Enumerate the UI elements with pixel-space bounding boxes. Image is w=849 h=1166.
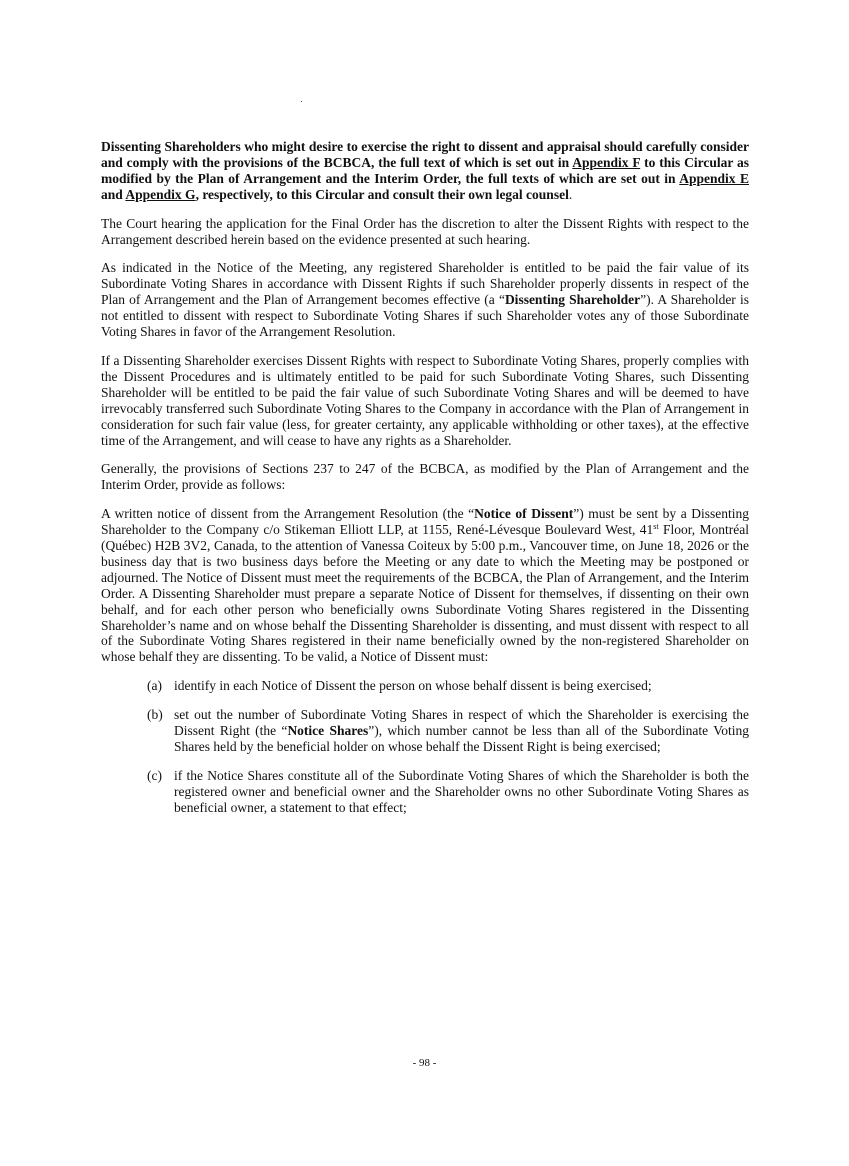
defined-term: Dissenting Shareholder [504,292,641,308]
defined-term: Notice Shares [287,723,369,739]
fair-value-paragraph: If a Dissenting Shareholder exercises Dissent Rights with respect to Subordinate Voting Shares, properly complies with the Dissent Procedures and is ultimately entitled to be paid for such Subordinate Voting Shares, such Dissenting Shareholder will be entitled to be paid the fair value of such Subordinate Voting Shares and will be deemed to have irrevocably transferred such Subordinate Voting Shares to the Company in accordance with the Plan of Arrangement in consideration for such fair value (less, for greater certainty, any applicable withholding or other taxes), at the effective time of the Arrangement, and will cease to have any rights as a Shareholder. [101,352,749,448]
list-item-text: set out the number of Subordinate Voting Shares in respect of which the Shareholder is exercising the Dissent Right (the “Notice Shares”), which number cannot be less than all of the Subordinate Voting Shares held by the beneficial holder on whose behalf the Dissent Right is being exercised; [174,707,749,754]
list-item-c [147,768,749,816]
court-discretion-paragraph: The Court hearing the application for the Final Order has the discretion to alter the Dissent Rights with respect to the Arrangement described herein based on the evidence presented at such hearing. [101,215,749,247]
list-item-b [147,707,749,755]
warning-paragraph: Dissenting Shareholders who might desire to exercise the right to dissent and appraisal should carefully consider and comply with the provisions of the BCBCA, the full text of which is set out in Appendix F to this Circular as modified by the Plan of Arrangement and the Interim Order, the full texts of which are set out in Appendix E and Appendix G, respectively, to this Circular and consult their own legal counsel. [101,139,749,202]
document-body [101,139,749,816]
page-number: - 98 - [412,1057,437,1069]
appendix-g-link[interactable]: Appendix G [125,186,196,202]
list-item-label: (c) [147,767,162,783]
dissenting-shareholder-paragraph: As indicated in the Notice of the Meeting, any registered Shareholder is entitled to be paid the fair value of its Subordinate Voting Shares in accordance with Dissent Rights if such Shareholder properly dissents in respect of the Plan of Arrangement and the Plan of Arrangement becomes effective (a “Dissenting Shareholder”). A Shareholder is not entitled to dissent with respect to Subordinate Voting Shares if such Shareholder votes any of those Subordinate Voting Shares in favor of the Arrangement Resolution. [101,260,749,340]
appendix-e-link[interactable]: Appendix E [679,170,749,186]
list-item-text: if the Notice Shares constitute all of the Subordinate Voting Shares of which the Shareholder is both the registered owner and beneficial owner and the Shareholder owns no other Subordinate Voting Shares as beneficial owner, a statement to that effect; [174,767,749,815]
appendix-f-link[interactable]: Appendix F [572,154,641,170]
list-item-label: (b) [147,707,163,723]
scan-mark [301,101,302,102]
list-item-text: identify in each Notice of Dissent the person on whose behalf dissent is being exercised; [174,678,652,694]
list-item-label: (a) [147,678,162,694]
defined-term: Notice of Dissent [474,506,574,522]
list-item-a [147,678,749,694]
provisions-intro-paragraph: Generally, the provisions of Sections 237 to 247 of the BCBCA, as modified by the Plan of Arrangement and the Interim Order, provide as follows: [101,461,749,493]
notice-of-dissent-paragraph: A written notice of dissent from the Arrangement Resolution (the “Notice of Dissent”) must be sent by a Dissenting Shareholder to the Company c/o Stikeman Elliott LLP, at 1155, René-Lévesque Boulevard West, 41st Floor, Montréal (Québec) H2B 3V2, Canada, to the attention of Vanessa Coiteux by 5:00 p.m., Vancouver time, on June 18, 2026 or the business day that is two business days before the Meeting or any date to which the Meeting may be postponed or adjourned. The Notice of Dissent must meet the requirements of the BCBCA, the Plan of Arrangement, and the Interim Order. A Dissenting Shareholder must prepare a separate Notice of Dissent for themselves, if dissenting on their own behalf, and for each other person who beneficially owns Subordinate Voting Shares registered in the Dissenting Shareholder’s name and on whose behalf the Dissenting Shareholder is dissenting, and must dissent with respect to all of the Subordinate Voting Shares registered in their name beneficially owned by the non-registered Shareholder on whose behalf they are dissenting. To be valid, a Notice of Dissent must: [101,506,750,665]
